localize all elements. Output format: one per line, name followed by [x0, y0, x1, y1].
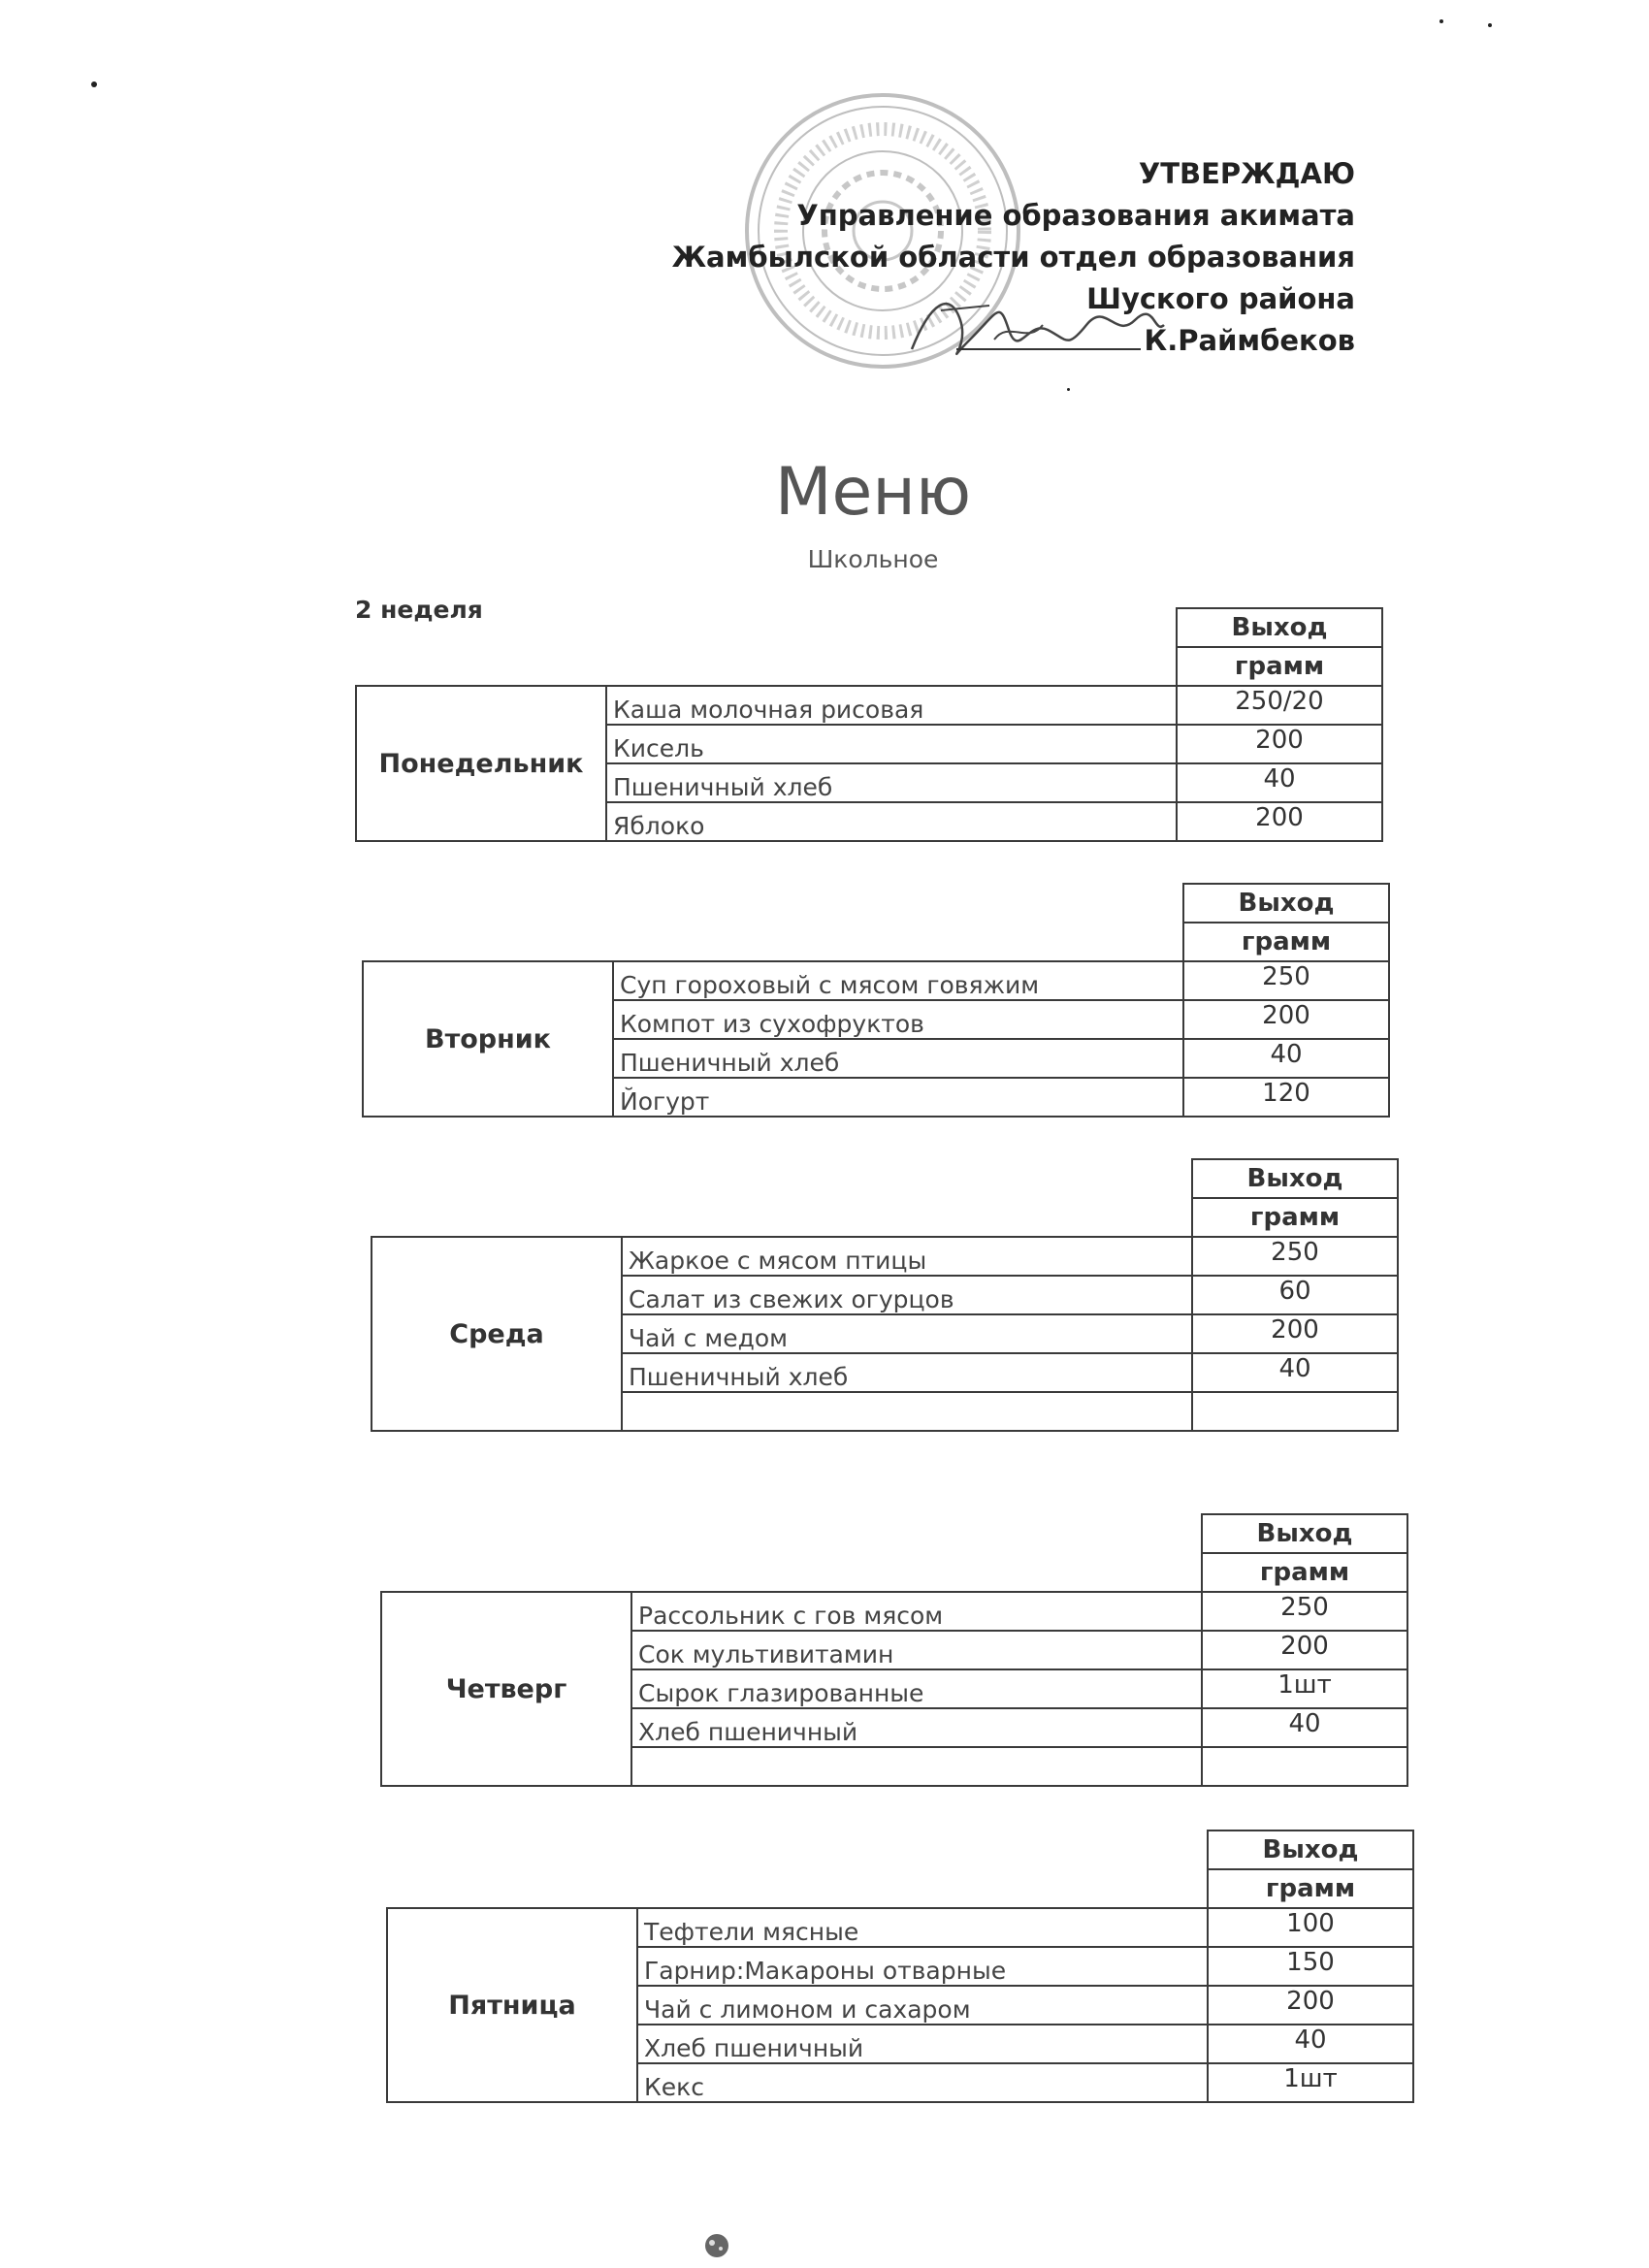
table-row [387, 1908, 1413, 1947]
dish-quantity: 200 [1192, 1314, 1398, 1353]
dish-name: Салат из свежих огурцов [622, 1276, 1192, 1314]
dish-name: Яблоко [606, 802, 1177, 841]
dish-name: Гарнир:Макароны отварные [637, 1947, 1208, 1986]
dish-quantity: 250 [1192, 1237, 1398, 1276]
day-name: Среда [372, 1237, 622, 1431]
header-output: Выход [1183, 884, 1389, 923]
dish-name: Кисель [606, 725, 1177, 763]
dish-name [622, 1392, 1192, 1431]
header-grams: грамм [1177, 647, 1382, 686]
dish-name: Тефтели мясные [637, 1908, 1208, 1947]
dish-quantity: 40 [1183, 1039, 1389, 1078]
dish-quantity: 200 [1183, 1000, 1389, 1039]
dish-name: Суп гороховый с мясом говяжим [613, 961, 1183, 1000]
dish-quantity: 1шт [1208, 2063, 1413, 2102]
dish-name: Пшеничный хлеб [613, 1039, 1183, 1078]
week-label: 2 неделя [355, 596, 483, 624]
dish-quantity: 200 [1177, 725, 1382, 763]
day-table-wednesday [371, 1158, 1399, 1432]
dish-quantity [1202, 1747, 1407, 1786]
dish-name: Компот из сухофруктов [613, 1000, 1183, 1039]
dish-quantity: 200 [1202, 1631, 1407, 1669]
dish-name [631, 1747, 1202, 1786]
approval-signatory-row [672, 320, 1355, 362]
dish-quantity: 200 [1208, 1986, 1413, 2025]
dish-name: Йогурт [613, 1078, 1183, 1117]
dish-quantity: 1шт [1202, 1669, 1407, 1708]
dish-quantity: 250/20 [1177, 686, 1382, 725]
header-grams: грамм [1183, 923, 1389, 961]
page-title: Меню [774, 454, 972, 531]
day-name: Понедельник [356, 686, 606, 841]
day-name: Вторник [363, 961, 613, 1117]
dish-quantity: 250 [1183, 961, 1389, 1000]
dish-name: Пшеничный хлеб [606, 763, 1177, 802]
header-output: Выход [1192, 1159, 1398, 1198]
header-grams: грамм [1208, 1869, 1413, 1908]
dish-name: Кекс [637, 2063, 1208, 2102]
dish-quantity: 100 [1208, 1908, 1413, 1947]
dish-quantity: 40 [1192, 1353, 1398, 1392]
dish-quantity: 40 [1202, 1708, 1407, 1747]
dish-quantity [1192, 1392, 1398, 1431]
header-output: Выход [1202, 1514, 1407, 1553]
table-row [363, 961, 1389, 1000]
approval-org-line3: Шуского района [1086, 282, 1355, 315]
day-table-thursday [380, 1513, 1408, 1787]
day-table-friday [386, 1830, 1414, 2103]
dish-quantity: 150 [1208, 1947, 1413, 1986]
dish-quantity: 40 [1208, 2025, 1413, 2063]
scan-speck [91, 81, 97, 87]
day-table-monday [355, 607, 1383, 842]
dish-name: Чай с лимоном и сахаром [637, 1986, 1208, 2025]
table-row [356, 686, 1382, 725]
dish-name: Жаркое с мясом птицы [622, 1237, 1192, 1276]
header-output: Выход [1208, 1831, 1413, 1869]
dish-name: Пшеничный хлеб [622, 1353, 1192, 1392]
approval-heading: УТВЕРЖДАЮ [1138, 157, 1355, 190]
dish-name: Хлеб пшеничный [637, 2025, 1208, 2063]
header-grams: грамм [1202, 1553, 1407, 1592]
dish-quantity: 250 [1202, 1592, 1407, 1631]
day-name: Четверг [381, 1592, 631, 1786]
dish-name: Сырок глазированные [631, 1669, 1202, 1708]
dish-name: Хлеб пшеничный [631, 1708, 1202, 1747]
table-row [372, 1237, 1398, 1276]
dish-name: Чай с медом [622, 1314, 1192, 1353]
day-table-tuesday [362, 883, 1390, 1118]
header-output: Выход [1177, 608, 1382, 647]
signature-line [956, 325, 1141, 350]
approval-org-line1: Управление образования акимата [796, 199, 1355, 232]
header-grams: грамм [1192, 1198, 1398, 1237]
day-name: Пятница [387, 1908, 637, 2102]
approval-org-line2: Жамбылской области отдел образования [671, 241, 1355, 274]
scan-smudge-mark [700, 2229, 733, 2262]
page-subtitle: Школьное [807, 545, 939, 573]
dish-name: Рассольник с гов мясом [631, 1592, 1202, 1631]
scan-speck [1067, 388, 1070, 391]
dish-quantity: 200 [1177, 802, 1382, 841]
dish-quantity: 60 [1192, 1276, 1398, 1314]
approval-signatory: К.Раймбеков [1144, 324, 1355, 357]
scan-speck [1488, 23, 1492, 27]
dish-name: Сок мультивитамин [631, 1631, 1202, 1669]
scan-speck [1439, 19, 1443, 23]
dish-name: Каша молочная рисовая [606, 686, 1177, 725]
table-row [381, 1592, 1407, 1631]
dish-quantity: 120 [1183, 1078, 1389, 1117]
dish-quantity: 40 [1177, 763, 1382, 802]
approval-block [672, 153, 1355, 362]
